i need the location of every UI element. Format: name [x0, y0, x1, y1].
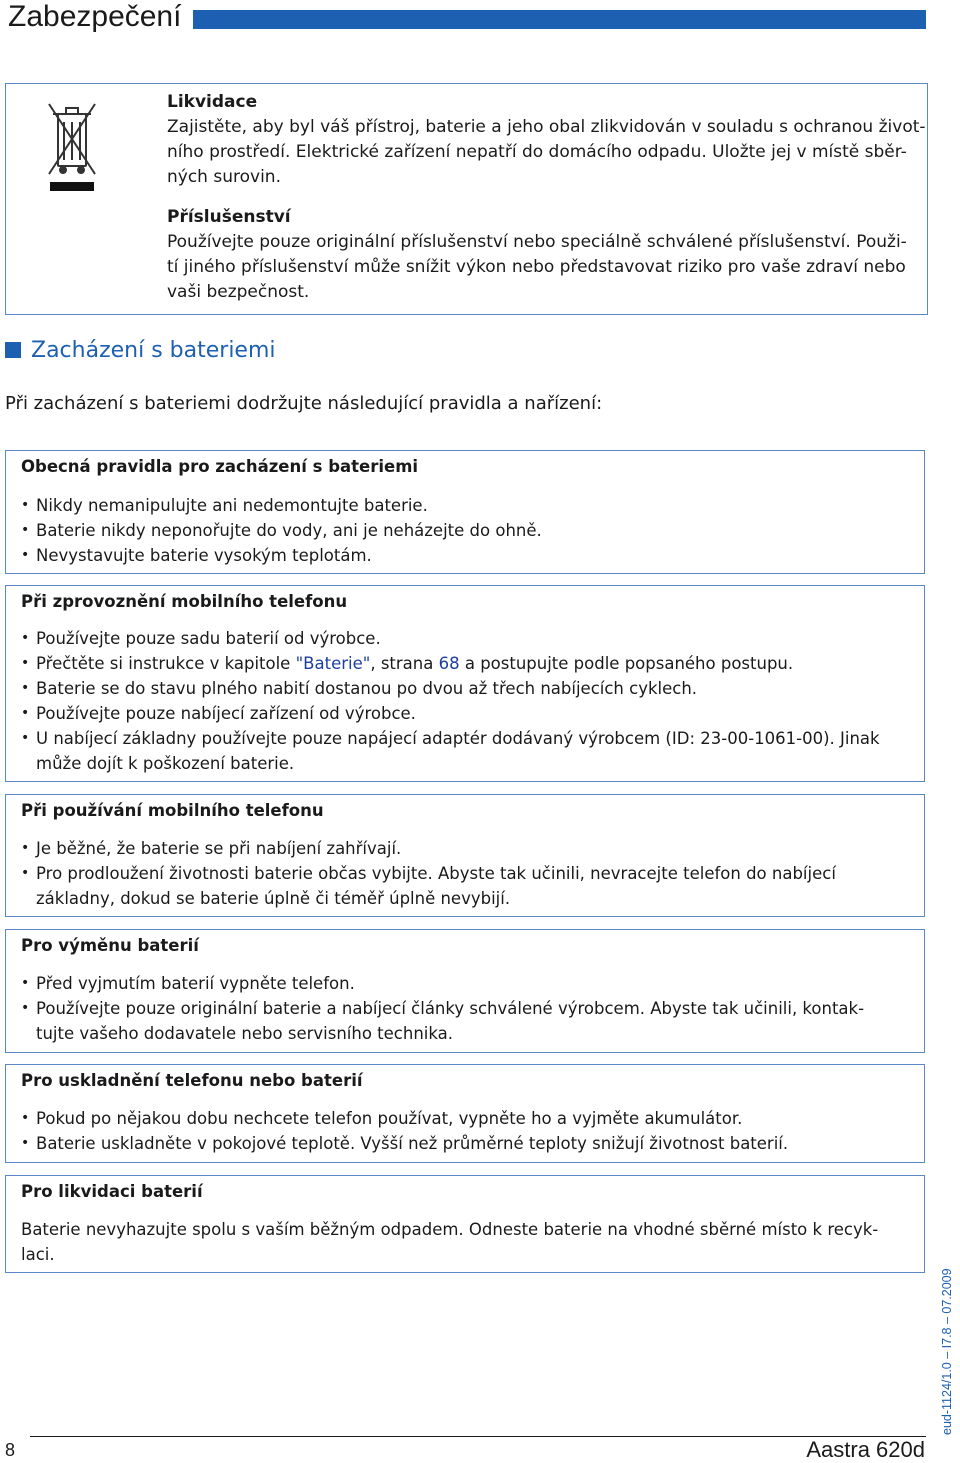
disposal-heading: Likvidace: [167, 92, 258, 112]
list-item: • Je běžné, že baterie se při nabíjení zahřívají.: [21, 836, 904, 861]
section-title: Zacházení s bateriemi: [31, 338, 276, 363]
commissioning-heading: Při zprovoznění mobilního telefonu: [21, 592, 348, 611]
page-number: 8: [5, 1440, 16, 1460]
paragraph-line: laci.: [21, 1245, 55, 1264]
list-item: • Před vyjmutím baterií vypněte telefon.: [21, 971, 904, 996]
footer-rule: [30, 1436, 926, 1437]
list-item: • Používejte pouze nabíjecí zařízení od výrobce.: [21, 701, 904, 726]
list-item: [21, 996, 904, 1046]
list-item-text: Pro prodloužení životnosti baterie občas vybijte. Abyste tak učinili, nevracejte telefon do nabíjecí: [36, 864, 836, 883]
storage-heading: Pro uskladnění telefonu nebo baterií: [21, 1071, 363, 1090]
disposal-line: ných surovin.: [167, 167, 281, 187]
list-item: • Nikdy nemanipulujte ani nedemontujte baterie.: [21, 493, 904, 518]
list-item: [21, 651, 904, 676]
list-item-text: , strana: [370, 654, 439, 673]
list-item-text: a postupujte podle popsaného postupu.: [459, 654, 794, 673]
storage-box: [5, 1064, 925, 1163]
general-rules-box: [5, 450, 925, 574]
section-heading: [5, 338, 276, 363]
usage-box: [5, 794, 925, 917]
weee-crossed-bin-icon: [46, 100, 98, 192]
battery-disposal-heading: Pro likvidaci baterií: [21, 1182, 203, 1201]
list-item: • Baterie se do stavu plného nabití dostanou po dvou až třech nabíjecích cyklech.: [21, 676, 904, 701]
list-item: • Nevystavujte baterie vysokým teplotám.: [21, 543, 904, 568]
list-item: • Pokud po nějakou dobu nechcete telefon používat, vypněte ho a vyjměte akumulátor.: [21, 1106, 904, 1131]
chapter-link[interactable]: "Baterie": [295, 654, 371, 673]
list-item: • Baterie uskladněte v pokojové teplotě. Vyšší než průměrné teploty snižují životnost baterií.: [21, 1131, 904, 1156]
list-item-text: základny, dokud se baterie úplně či téměř úplně nevybijí.: [36, 889, 511, 908]
replacement-box: [5, 929, 925, 1053]
list-item-text: Používejte pouze originální baterie a nabíjecí články schválené výrobcem. Abyste tak učinili, kontak-: [36, 999, 865, 1018]
usage-list: [21, 836, 904, 911]
accessories-line: tí jiného příslušenství může snížit výkon nebo představovat riziko pro vaše zdraví nebo: [167, 257, 906, 277]
disposal-line: Zajistěte, aby byl váš přístroj, baterie a jeho obal zlikvidován v souladu s ochranou život-: [167, 117, 926, 137]
section-intro: Při zacházení s bateriemi dodržujte následující pravidla a nařízení:: [5, 393, 603, 414]
page-link[interactable]: 68: [438, 654, 460, 673]
list-item: • Používejte pouze sadu baterií od výrobce.: [21, 626, 904, 651]
replacement-list: [21, 971, 904, 1046]
replacement-heading: Pro výměnu baterií: [21, 936, 199, 955]
product-name: Aastra 620d: [806, 1437, 925, 1462]
accessories-line: Používejte pouze originální příslušenství nebo speciálně schválené příslušenství. Použi-: [167, 232, 907, 252]
commissioning-box: [5, 585, 925, 782]
accessories-line: vaši bezpečnost.: [167, 282, 310, 302]
list-item-text: může dojít k poškození baterie.: [36, 754, 295, 773]
page-title: Zabezpečení: [8, 0, 182, 33]
general-rules-list: [21, 493, 904, 568]
list-item-text: Přečtěte si instrukce v kapitole: [36, 654, 296, 673]
header-bar: [193, 10, 926, 29]
general-rules-heading: Obecná pravidla pro zacházení s bateriemi: [21, 457, 419, 476]
paragraph-line: Baterie nevyhazujte spolu s vaším běžným odpadem. Odneste baterie na vhodné sběrné místo k recyk-: [21, 1220, 879, 1239]
list-item-text: U nabíjecí základny používejte pouze napájecí adaptér dodávaný výrobcem (ID: 23-00-1061-00). Jinak: [36, 729, 880, 748]
list-item-text: tujte vašeho dodavatele nebo servisního technika.: [36, 1024, 453, 1043]
disposal-line: ního prostředí. Elektrické zařízení nepatří do domácího odpadu. Uložte jej v místě sběr-: [167, 142, 907, 162]
section-square-icon: [5, 342, 21, 358]
commissioning-list: [21, 626, 904, 776]
battery-disposal-text: [21, 1217, 904, 1267]
list-item: [21, 726, 904, 776]
accessories-heading: Příslušenství: [167, 207, 291, 227]
list-item: [21, 861, 904, 911]
storage-list: [21, 1106, 904, 1156]
list-item: • Baterie nikdy neponořujte do vody, ani je neházejte do ohně.: [21, 518, 904, 543]
usage-heading: Při používání mobilního telefonu: [21, 801, 324, 820]
battery-disposal-box: [5, 1175, 925, 1273]
document-code: eud-1124/1.0 – I7.8 – 07.2009: [940, 1268, 954, 1435]
